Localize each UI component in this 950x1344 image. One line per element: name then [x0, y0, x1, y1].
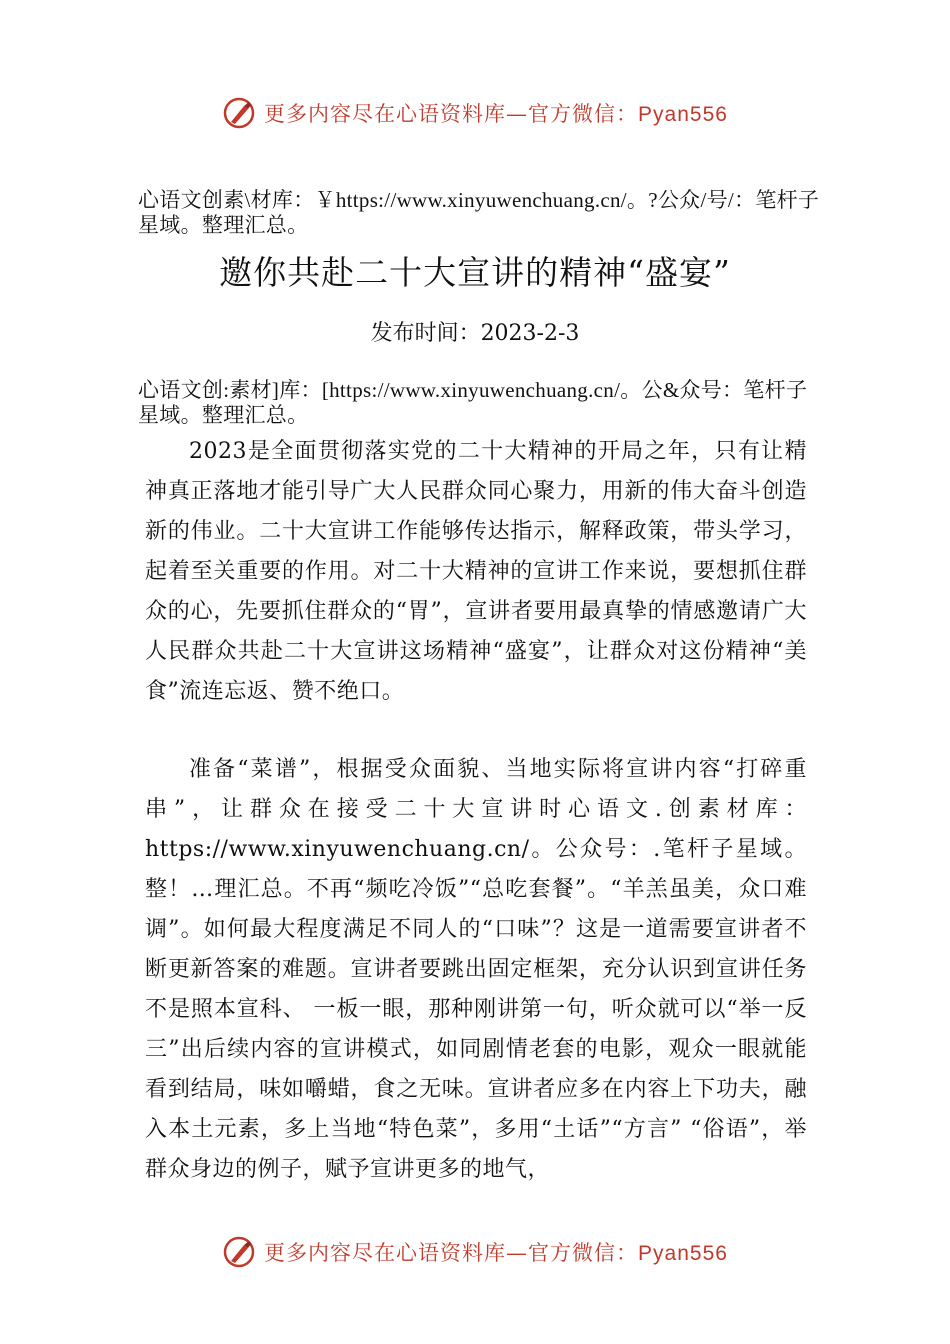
banner-wechat-id: Pyan556: [638, 1242, 728, 1265]
page-title: 邀你共赴二十大宣讲的精神“盛宴”: [219, 253, 731, 292]
footer-banner: [0, 1232, 950, 1272]
banner-wechat-id: Pyan556: [638, 103, 728, 126]
body-paragraph-1: 2023是全面贯彻落实党的二十大精神的开局之年，只有让精神真正落地才能引导广大人民群众同心聚力，用新的伟大奋斗创造新的伟业。二十大宣讲工作能够传达指示，解释政策，带头学习，起着至关重要的作用。对二十大精神的宣讲工作来说，要想抓住群众的心，先要抓住群众的“胃”，宣讲者要用最真挚的情感邀请广大人民群众共赴二十大宣讲这场精神“盛宴”，让群众对这份精神“美食”流连忘返、赞不绝口。: [145, 439, 807, 704]
header-banner: [0, 93, 950, 133]
pen-nib-circle-icon: [222, 96, 256, 130]
banner-text: 更多内容尽在心语资料库—官方微信：Pyan556: [264, 102, 728, 126]
publish-date: 发布时间：2023-2-3: [370, 321, 580, 346]
source-note-top: 心语文创素\材库：￥https://www.xinyuwenchuang.cn/。?公众/号/：笔杆子星域。整理汇总。: [138, 188, 820, 237]
body-paragraph-2: 准备“菜谱”，根据受众面貌、当地实际将宣讲内容“打碎重串”，让群众在接受二十大宣讲时心语文.创素材库：https://www.xinyuwenchuang.cn/。公众号：.笔杆子星域。整！…理汇总。不再“频吃冷饭”“总吃套餐”。“羊羔虽美，众口难调”。如何最大程度满足不同人的“口味”？这是一道需要宣讲者不断更新答案的难题。宣讲者要跳出固定框架，充分认识到宣讲任务不是照本宣科、 一板一眼，那种刚讲第一句，听众就可以“举一反三”出后续内容的宣讲模式，如同剧情老套的电影，观众一眼就能看到结局，味如嚼蜡，食之无味。宣讲者应多在内容上下功夫，融入本土元素，多上当地“特色菜”，多用“土话”“方言” “俗语”，举群众身边的例子，赋予宣讲更多的地气，: [145, 757, 807, 1182]
source-note-middle: 心语文创:素材]库：[https://www.xinyuwenchuang.cn/。公&众号：笔杆子星域。整理汇总。: [138, 378, 808, 427]
banner-text: 更多内容尽在心语资料库—官方微信：Pyan556: [264, 1241, 728, 1265]
pen-nib-circle-icon: [222, 1235, 256, 1269]
